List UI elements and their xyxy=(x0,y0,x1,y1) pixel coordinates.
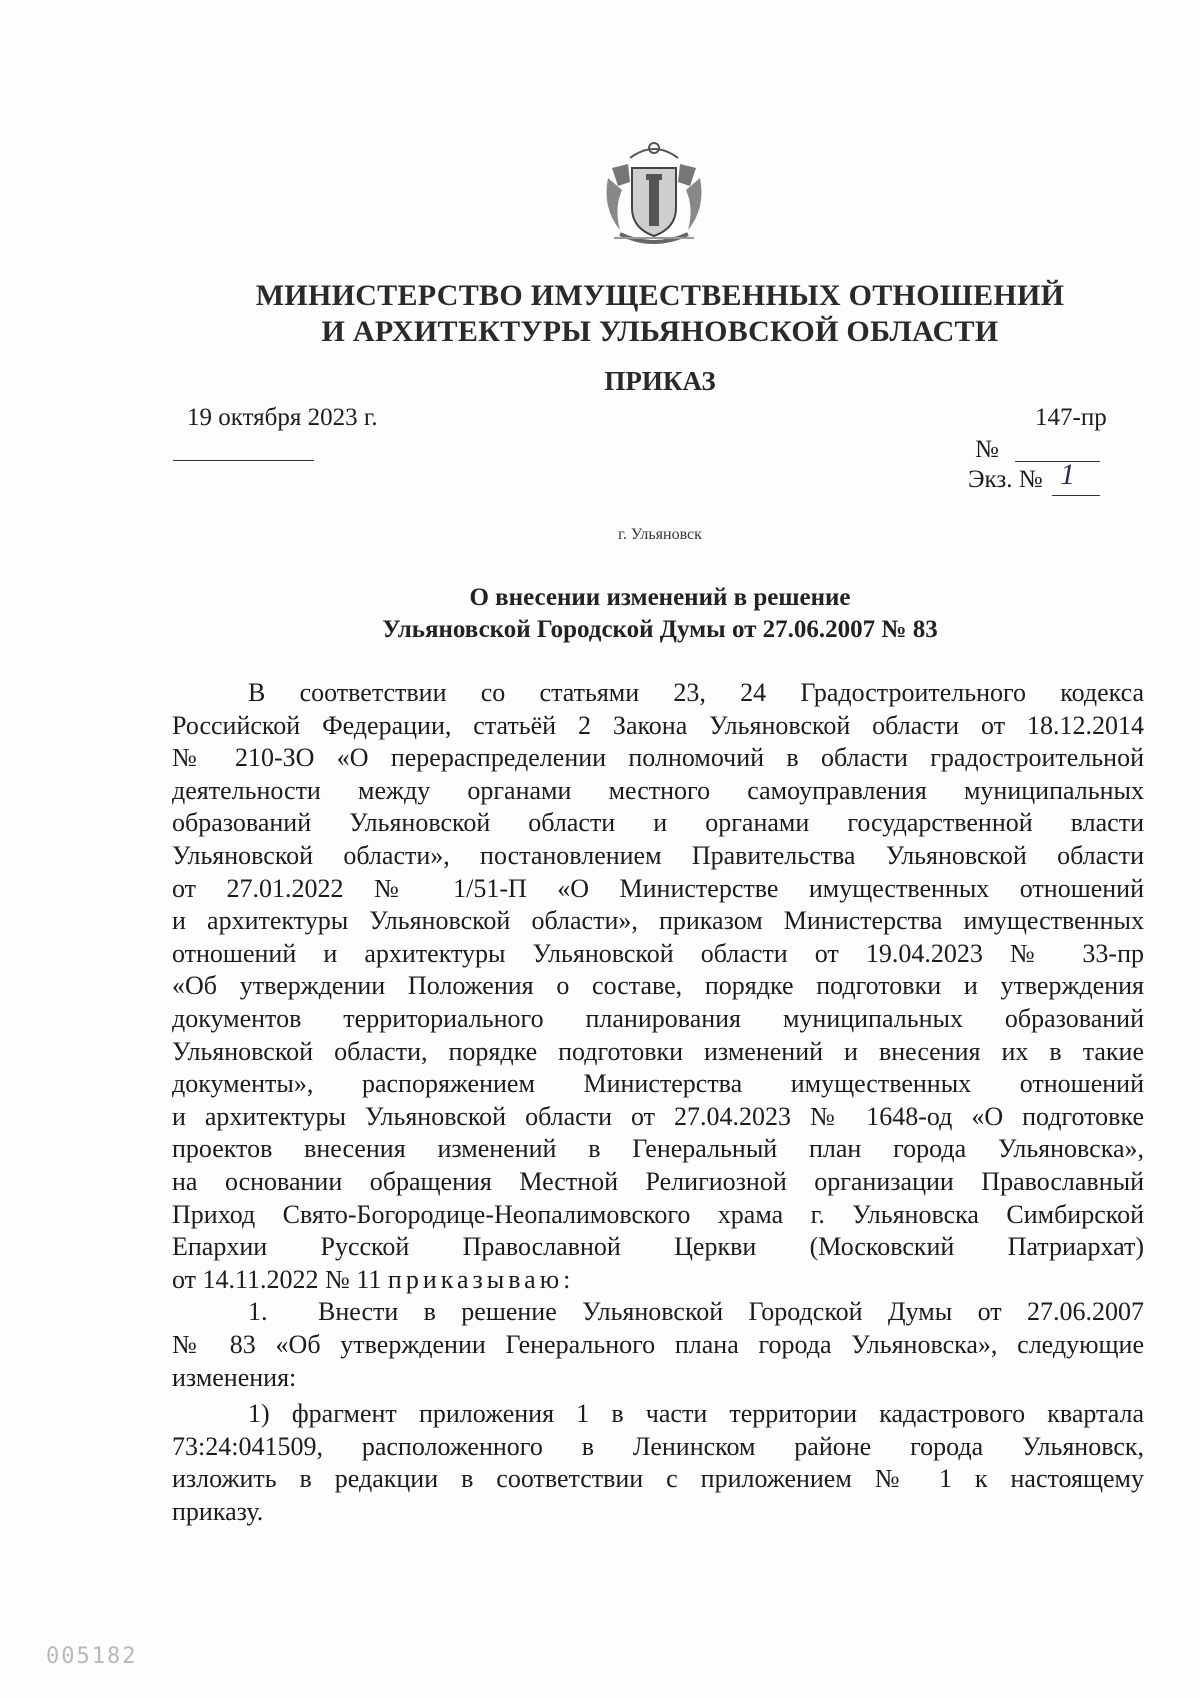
subitem1-line: 73:24:041509, расположенного в Ленинском районе города Ульяновск, xyxy=(172,1431,1144,1461)
item-number: 1. xyxy=(248,1297,268,1327)
item1-line: № 83 «Об утверждении Генерального плана города Ульяновска», следующие xyxy=(172,1330,1144,1359)
preamble-line: Ульяновской области, порядке подготовки изменений и внесения их в такие xyxy=(172,1036,1144,1066)
preamble-line: образований Ульяновской области и органами государственной власти xyxy=(172,808,1144,838)
preamble-final-line xyxy=(172,1263,1144,1296)
item1-line: изменения: xyxy=(172,1362,297,1392)
preamble-line: от 27.01.2022 № 1/51-П «О Министерстве имущественных отношений xyxy=(172,873,1144,903)
copy-number-label: Экз. № xyxy=(968,466,1043,493)
order-keyword: приказываю: xyxy=(387,1264,575,1294)
subject-line1: О внесении изменений в решение xyxy=(469,584,851,611)
preamble-line: Приход Свято-Богородице-Неопалимовского храма г. Ульяновска Симбирской xyxy=(172,1199,1144,1229)
preamble-line: проектов внесения изменений в Генеральный план города Ульяновска», xyxy=(172,1134,1144,1164)
order-number-label: № xyxy=(975,436,999,463)
date-underline xyxy=(173,460,314,461)
document-type-title: ПРИКАЗ xyxy=(604,366,716,396)
preamble-line: отношений и архитектуры Ульяновской области от 19.04.2023 № 33-пр xyxy=(172,938,1144,968)
subject-line2: Ульяновской Городской Думы от 27.06.2007 № 83 xyxy=(382,616,938,643)
preamble-line: на основании обращения Местной Религиозной организации Православный xyxy=(172,1167,1144,1196)
preamble-final-text: от 14.11.2022 № 11 xyxy=(172,1264,388,1294)
subitem1-line: приказу. xyxy=(172,1497,264,1526)
preamble-line: документов территориального планирования муниципальных образований xyxy=(172,1004,1144,1033)
preamble-line: Епархии Русской Православной Церкви (Московский Патриархат) xyxy=(172,1232,1144,1262)
order-date: 19 октября 2023 г. xyxy=(187,404,378,431)
order-number: 147-пр xyxy=(1035,404,1107,431)
preamble-line: деятельности между органами местного самоуправления муниципальных xyxy=(172,775,1144,805)
preamble-line: Российской Федерации, статьёй 2 Закона Ульяновской области от 18.12.2014 xyxy=(172,710,1144,740)
copy-number-handwritten: 1 xyxy=(1060,458,1075,491)
subitem1-line: 1) фрагмент приложения 1 в части территории кадастрового квартала xyxy=(248,1399,1144,1429)
preamble-line: и архитектуры Ульяновской области», приказом Министерства имущественных xyxy=(172,906,1144,936)
preamble-line: № 210-ЗО «О перераспределении полномочий в области градостроительной xyxy=(172,743,1144,773)
city-name: г. Ульяновск xyxy=(618,526,702,543)
coat-of-arms-icon xyxy=(600,138,708,250)
ministry-name-line1: МИНИСТЕРСТВО ИМУЩЕСТВЕННЫХ ОТНОШЕНИЙ xyxy=(255,279,1065,312)
copy-underline xyxy=(1052,495,1100,496)
preamble-line: и архитектуры Ульяновской области от 27.04.2023 № 1648-од «О подготовке xyxy=(172,1101,1144,1131)
preamble-line: документы», распоряжением Министерства имущественных отношений xyxy=(172,1069,1144,1099)
ministry-name-line2: И АРХИТЕКТУРЫ УЛЬЯНОВСКОЙ ОБЛАСТИ xyxy=(321,315,999,348)
number-underline xyxy=(1015,461,1100,462)
footer-stamp: 005182 xyxy=(46,1644,138,1669)
preamble-line: Ульяновской области», постановлением Правительства Ульяновской области xyxy=(172,841,1144,870)
preamble-line: «Об утверждении Положения о составе, порядке подготовки и утверждения xyxy=(172,971,1144,1001)
subitem1-line: изложить в редакции в соответствии с приложением № 1 к настоящему xyxy=(172,1464,1144,1494)
item1-line: Внести в решение Ульяновской Городской Думы от 27.06.2007 xyxy=(318,1297,1144,1327)
preamble-line: В соответствии со статьями 23, 24 Градостроительного кодекса xyxy=(248,678,1144,707)
